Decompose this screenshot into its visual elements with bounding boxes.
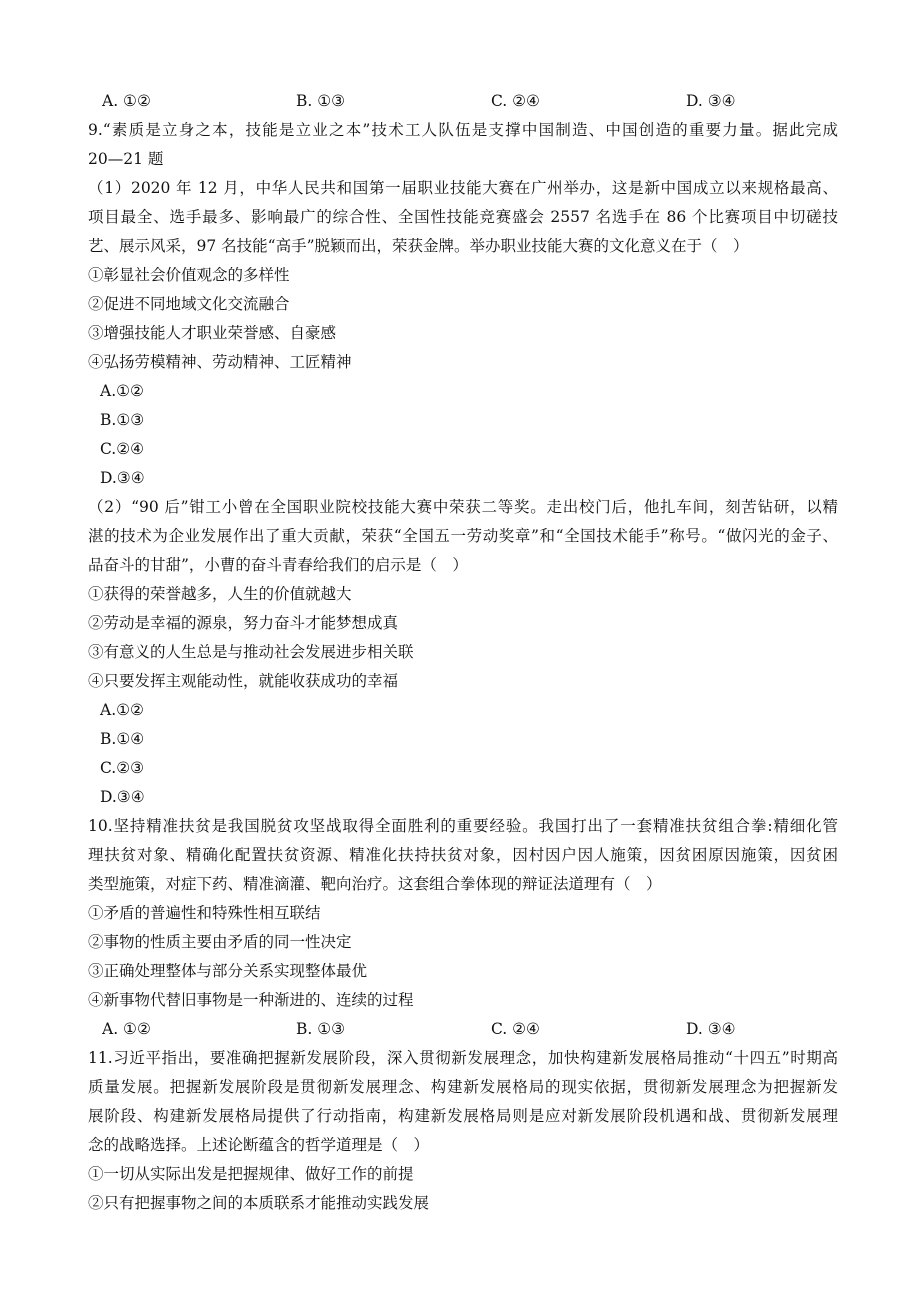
q10-stem-line1: 10.坚持精准扶贫是我国脱贫攻坚战取得全面胜利的重要经验。我国打出了一套精准扶贫组合拳:精细化管	[88, 817, 838, 835]
q10-option-c: C. ②④	[491, 1020, 540, 1038]
q10-item3: ③正确处理整体与部分关系实现整体最优	[88, 962, 368, 980]
q9-sub1-option-a: A.①②	[100, 382, 144, 400]
q9-sub1-item4: ④弘扬劳模精神、劳动精神、工匠精神	[88, 353, 352, 371]
q10-item2: ②事物的性质主要由矛盾的同一性决定	[88, 933, 352, 951]
q10-item1: ①矛盾的普遍性和特殊性相互联结	[88, 904, 321, 922]
q10-option-a: A. ①②	[102, 1020, 151, 1038]
q11-item2: ②只有把握事物之间的本质联系才能推动实践发展	[88, 1194, 430, 1212]
q9-sub1-option-b: B.①③	[100, 411, 145, 429]
option-a: A. ①②	[102, 92, 151, 110]
q10-item4: ④新事物代替旧事物是一种渐进的、连续的过程	[88, 991, 414, 1009]
q9-sub1-line1: （1）2020 年 12 月，中华人民共和国第一届职业技能大赛在广州举办，这是新中国成立以来规格最高、	[88, 179, 838, 197]
option-d: D. ③④	[686, 92, 736, 110]
q9-sub2-line1: （2）“90 后”钳工小曾在全国职业院校技能大赛中荣获二等奖。走出校门后，他扎车间，刻苦钻研，以精	[88, 498, 838, 516]
q9-sub2-item4: ④只要发挥主观能动性，就能收获成功的幸福	[88, 672, 399, 690]
q11-stem-line1: 11.习近平指出，要准确把握新发展阶段，深入贯彻新发展理念，加快构建新发展格局推动“十四五”时期高	[88, 1049, 838, 1067]
q10-option-row	[102, 1015, 782, 1044]
q9-sub1-item1: ①彰显社会价值观念的多样性	[88, 266, 290, 284]
option-row-prev	[102, 87, 782, 116]
q9-sub1-line2: 项目最全、选手最多、影响最广的综合性、全国性技能竞赛盛会 2557 名选手在 86 个比赛项目中切磋技	[88, 208, 838, 226]
q9-sub2-option-c: C.②③	[100, 759, 145, 777]
option-c: C. ②④	[491, 92, 540, 110]
q9-stem-line1: 9.“素质是立身之本，技能是立业之本”技术工人队伍是支撑中国制造、中国创造的重要力量。据此完成	[88, 121, 838, 139]
q11-stem-line4: 念的战略选择。上述论断蕴含的哲学道理是（ ）	[88, 1136, 430, 1154]
q9-sub1-item2: ②促进不同地域文化交流融合	[88, 295, 290, 313]
q9-sub2-option-d: D.③④	[100, 788, 145, 806]
q9-sub2-item2: ②劳动是幸福的源泉，努力奋斗才能梦想成真	[88, 614, 399, 632]
q9-stem-line2: 20—21 题	[88, 150, 164, 168]
q9-sub1-option-d: D.③④	[100, 469, 145, 487]
q10-option-b: B. ①③	[296, 1020, 346, 1038]
q9-sub2-line2: 湛的技术为企业发展作出了重大贡献，荣获“全国五一劳动奖章”和“全国技术能手”称号。“做闪光的金子、	[88, 527, 838, 545]
q11-stem-line2: 质量发展。把握新发展阶段是贯彻新发展理念、构建新发展格局的现实依据，贯彻新发展理念为把握新发	[88, 1078, 838, 1096]
q9-sub2-option-b: B.①④	[100, 730, 145, 748]
q9-sub2-item1: ①获得的荣誉越多，人生的价值就越大	[88, 585, 352, 603]
q10-option-d: D. ③④	[686, 1020, 736, 1038]
q9-sub2-item3: ③有意义的人生总是与推动社会发展进步相关联	[88, 643, 414, 661]
q10-stem-line3: 类型施策，对症下药、精准滴灌、靶向治疗。这套组合拳体现的辩证法道理有（ ）	[88, 875, 662, 893]
q9-sub1-option-c: C.②④	[100, 440, 145, 458]
option-b: B. ①③	[296, 92, 346, 110]
q9-sub1-item3: ③增强技能人才职业荣誉感、自豪感	[88, 324, 337, 342]
q11-stem-line3: 展阶段、构建新发展格局提供了行动指南，构建新发展格局则是应对新发展阶段机遇和战、贯彻新发展理	[88, 1107, 838, 1125]
q9-sub2-option-a: A.①②	[100, 701, 144, 719]
q9-sub2-line3: 品奋斗的甘甜”，小曹的奋斗青春给我们的启示是（ ）	[88, 556, 468, 574]
q11-item1: ①一切从实际出发是把握规律、做好工作的前提	[88, 1165, 414, 1183]
q9-sub1-line3: 艺、展示风采，97 名技能“高手”脱颖而出，荣获金牌。举办职业技能大赛的文化意义在于（ ）	[88, 237, 749, 255]
q10-stem-line2: 理扶贫对象、精确化配置扶贫资源、精准化扶持扶贫对象，因村因户因人施策，因贫困原因施策，因贫困	[88, 846, 838, 864]
